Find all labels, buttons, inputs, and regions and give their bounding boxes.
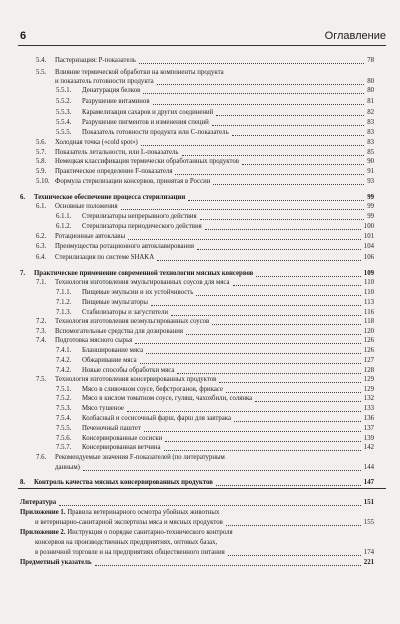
toc-entry-page: 129 [363, 386, 374, 393]
toc-entry-title: Ротационные автоклавы [55, 233, 126, 240]
toc-entry-title: Формула стерилизации консервов, принятая в России [55, 178, 211, 185]
toc-entry-number: 7.1.3. [56, 309, 72, 316]
leader-dots [171, 315, 361, 316]
page-number: 6 [20, 30, 27, 42]
leader-dots [127, 411, 361, 412]
toc-entry-page: 155 [363, 519, 374, 526]
leader-dots [216, 485, 361, 486]
toc-entry-title: Пищевые эмульгаторы [82, 299, 148, 306]
leader-dots [140, 363, 361, 364]
toc-entry-number: 7. [20, 270, 26, 277]
toc-entry-title: Практическое применение современной технологии мясных консервов [34, 270, 254, 277]
toc-entry-title: Новые способы обработки мяса [82, 367, 175, 374]
toc-entry-number: 5.4. [36, 57, 47, 64]
toc-entry-page: 100 [363, 223, 374, 230]
toc-entry-page: 91 [367, 168, 374, 175]
toc-entry-page: 104 [363, 243, 374, 250]
toc-entry-title: Мясо в сливочном соусе, бефстроганов, фрикасе [82, 386, 223, 393]
toc-entry-page: 137 [363, 425, 374, 432]
toc-entry-page: 128 [363, 367, 374, 374]
toc-entry-number: 7.5.5. [56, 425, 72, 432]
leader-dots [226, 525, 361, 526]
toc-entry-title: Стабилизаторы и загустители [82, 309, 168, 316]
toc-entry-title: Технология изготовления консервированных продуктов [55, 376, 217, 383]
leader-dots [255, 401, 361, 402]
leader-dots [212, 324, 361, 325]
toc-entry-number: 7.4. [36, 337, 47, 344]
leader-dots [197, 249, 361, 250]
toc-entry-title: Холодная точка («cold spot») [55, 139, 138, 146]
toc-entry-page: 82 [367, 109, 374, 116]
toc-entry-number: 5.5. [36, 69, 47, 76]
leader-dots [151, 305, 361, 306]
toc-entry-title: и показатель готовности продукта [55, 78, 154, 85]
toc-entry-number: 7.1.1. [56, 289, 72, 296]
leader-dots [219, 382, 360, 383]
toc-entry-page: 132 [363, 395, 374, 402]
leader-dots [233, 285, 362, 286]
toc-entry-page: 109 [363, 270, 374, 277]
toc-entry-title: Литература [20, 499, 57, 506]
toc-entry-page: 99 [367, 203, 374, 210]
toc-entry-title: Стерилизаторы непрерывного действия [82, 213, 197, 220]
toc-entry-number: 7.3. [36, 328, 47, 335]
toc-entry-page: 113 [364, 299, 374, 306]
toc-entry-title: Влияние термической обработки на компоненты продукта [55, 69, 224, 76]
leader-dots [188, 200, 364, 201]
toc-entry-title: Показатель готовности продукта или C-показатель [82, 129, 229, 136]
toc-entry-title: Немецкая классификация термически обработанных продуктов [55, 158, 239, 165]
toc-entry-number: 6.1.1. [56, 213, 72, 220]
toc-entry-number: 7.5.6. [56, 435, 72, 442]
toc-entry-page: 129 [363, 376, 374, 383]
toc-entry-number: 7.6. [36, 454, 47, 461]
leader-dots [182, 155, 365, 156]
leader-dots [157, 260, 361, 261]
toc-entry-page: 174 [363, 549, 374, 556]
toc-entry-title: Колбасный и сосисочный фарш, фарш для завтрака [82, 415, 232, 422]
leader-dots [141, 145, 364, 146]
leader-dots [121, 209, 365, 210]
leader-dots [175, 174, 364, 175]
toc-entry-number: 7.4.2. [56, 357, 72, 364]
toc-entry-number: 5.7. [36, 149, 47, 156]
toc-entry-number: 7.5.7. [56, 444, 72, 451]
toc-entry-page: 110 [364, 279, 374, 286]
toc-entry-number: 8. [20, 479, 26, 486]
toc-entry-title: Пищевые эмульсии и их устойчивость [82, 289, 194, 296]
toc-entry-title: Пастеризация: P-показатель [55, 57, 136, 64]
toc-entry-number: 5.5.2. [56, 98, 72, 105]
toc-entry-title: и ветеринарно-санитарной экспертизы мяса и мясных продуктов [35, 519, 223, 526]
toc-entry-page: 110 [364, 289, 374, 296]
toc-entry-page: 142 [363, 444, 374, 451]
leader-dots [196, 295, 361, 296]
leader-dots [242, 164, 364, 165]
toc-entry-page: 127 [363, 357, 374, 364]
toc-entry-title: Приложение 2. Инструкция о порядке санитарно-технического контроля [20, 529, 233, 536]
toc-entry-title: Основные положения [55, 203, 118, 210]
toc-entry-page: 151 [363, 499, 374, 506]
toc-entry-title: Стерилизация по системе SHAKA [55, 254, 155, 261]
toc-entry-page: 83 [367, 139, 374, 146]
toc-entry-title: Подготовка мясного сырья [55, 337, 133, 344]
toc-entry-page: 78 [367, 57, 374, 64]
leader-dots [212, 125, 364, 126]
leader-dots [177, 373, 360, 374]
toc-entry-page: 139 [363, 435, 374, 442]
leader-dots [95, 565, 361, 566]
toc-entry-number: 5.5.1. [56, 87, 72, 94]
toc-entry-title: Разрушение пигментов и изменения специй [82, 119, 209, 126]
toc-entry-title: данным) [55, 464, 80, 471]
toc-entry-title: Рекомендуемые значения F-показателей (по литературным [55, 454, 225, 461]
toc-entry-page: 101 [363, 233, 374, 240]
toc-entry-page: 221 [363, 559, 374, 566]
toc-entry-number: 5.5.3. [56, 109, 72, 116]
leader-dots [232, 135, 365, 136]
toc-entry-number: 7.5.3. [56, 405, 72, 412]
toc-entry-title: Преимущества ротационного автоклавирования [55, 243, 194, 250]
leader-dots [164, 450, 361, 451]
toc-entry-title: Консервированные сосиски [82, 435, 163, 442]
leader-dots [200, 219, 365, 220]
toc-entry-number: 6. [20, 194, 26, 201]
toc-entry-title: консервов на производственных предприятиях, оптовых базах, [35, 539, 218, 546]
toc-entry-title: Мясо в кислом томатном соусе, гуляш, чахохбили, солянка [82, 395, 253, 402]
leader-dots [157, 84, 365, 85]
toc-entry-number: 7.4.1. [56, 347, 72, 354]
toc-entry-number: 6.4. [36, 254, 47, 261]
toc-entry-page: 144 [363, 464, 374, 471]
toc-entry-number: 6.1. [36, 203, 47, 210]
toc-entry-number: 5.5.4. [56, 119, 72, 126]
leader-dots [256, 276, 360, 277]
leader-dots [228, 555, 361, 556]
leader-dots [135, 343, 360, 344]
leader-dots [213, 184, 364, 185]
leader-dots [128, 239, 361, 240]
toc-entry-title: Технология изготовления неэмульгированных соусов [55, 318, 210, 325]
toc-entry-title: Печеночный паштет [82, 425, 141, 432]
toc-entry-title: Мясо тушеное [82, 405, 124, 412]
toc-entry-page: 81 [367, 98, 374, 105]
toc-entry-number: 7.5.2. [56, 395, 72, 402]
toc-entry-title: Карамелизация сахаров и других соединений [82, 109, 214, 116]
toc-entry-number: 7.5.1. [56, 386, 72, 393]
toc-entry-title: Показатель летальности, или L-показатель [55, 149, 179, 156]
toc-entry-page: 80 [367, 87, 374, 94]
toc-entry-title: Техническое обеспечение процесса стерилизации [34, 194, 186, 201]
leader-dots [59, 505, 361, 506]
toc-entry-title: Стерилизаторы периодического действия [82, 223, 202, 230]
toc-entry-number: 7.2. [36, 318, 47, 325]
toc-entry-page: 106 [363, 254, 374, 261]
toc-entry-title: Практическое определение F-показателя [55, 168, 173, 175]
leader-dots [186, 334, 361, 335]
toc-entry-number: 7.5.4. [56, 415, 72, 422]
toc-entry-title: Приложение 1. Правила ветеринарного осмотра убойных животных [20, 509, 220, 516]
leader-dots [144, 431, 361, 432]
toc-entry-page: 83 [367, 129, 374, 136]
leader-dots [216, 115, 364, 116]
toc-entry-page: 83 [367, 119, 374, 126]
leader-dots [139, 63, 364, 64]
toc-entry-page: 136 [363, 415, 374, 422]
toc-entry-title: Вспомогательные средства для дозирования [55, 328, 183, 335]
running-title: Оглавление [324, 30, 386, 42]
toc-entry-number: 6.2. [36, 233, 47, 240]
leader-dots [205, 229, 361, 230]
toc-entry-number: 5.5.5. [56, 129, 72, 136]
toc-entry-page: 116 [364, 309, 374, 316]
toc-entry-number: 7.4.2. [56, 367, 72, 374]
toc-entry-page: 120 [363, 328, 374, 335]
leader-dots [165, 441, 361, 442]
toc-entry-title: Технология изготовления эмульгированных соусов для мяса [55, 279, 230, 286]
toc-entry-page: 133 [363, 405, 374, 412]
toc-entry-title: Денатурация белков [82, 87, 141, 94]
toc-entry-page: 126 [363, 337, 374, 344]
leader-dots [226, 392, 361, 393]
toc-entry-title: Контроль качества мясных консервированных продуктов [34, 479, 213, 486]
toc-entry-number: 5.9. [36, 168, 47, 175]
toc-entry-number: 5.6. [36, 139, 47, 146]
toc-entry-title: Разрушение витаминов [82, 98, 150, 105]
toc-entry-page: 118 [364, 318, 374, 325]
toc-entry-number: 5.8. [36, 158, 47, 165]
toc-entry-page: 90 [367, 158, 374, 165]
toc-entry-page: 93 [367, 178, 374, 185]
leader-dots [153, 104, 365, 105]
toc-entry-number: 7.1. [36, 279, 47, 286]
toc-entry-title: Обжаривание мяса [82, 357, 137, 364]
toc-entry-page: 80 [367, 78, 374, 85]
leader-dots [143, 93, 364, 94]
toc-entry-page: 85 [367, 149, 374, 156]
toc-entry-title: в розничной торговле и на предприятиях общественного питания [35, 549, 225, 556]
toc-entry-page: 147 [363, 479, 374, 486]
toc-entry-page: 126 [363, 347, 374, 354]
toc-entry-number: 7.5. [36, 376, 47, 383]
toc-entry-title: Бланширование мяса [82, 347, 144, 354]
toc-entry-number: 7.1.2. [56, 299, 72, 306]
toc-entry-title: Консервированная ветчина [82, 444, 161, 451]
toc-entry-number: 6.1.2. [56, 223, 72, 230]
toc-entry-page: 99 [367, 213, 374, 220]
toc-entry-page: 99 [367, 194, 374, 201]
toc-entry-number: 6.3. [36, 243, 47, 250]
toc-entry-number: 5.10. [36, 178, 50, 185]
toc-entry-title: Предметный указатель [20, 559, 92, 566]
leader-dots [234, 421, 361, 422]
leader-dots [146, 353, 361, 354]
leader-dots [83, 470, 361, 471]
